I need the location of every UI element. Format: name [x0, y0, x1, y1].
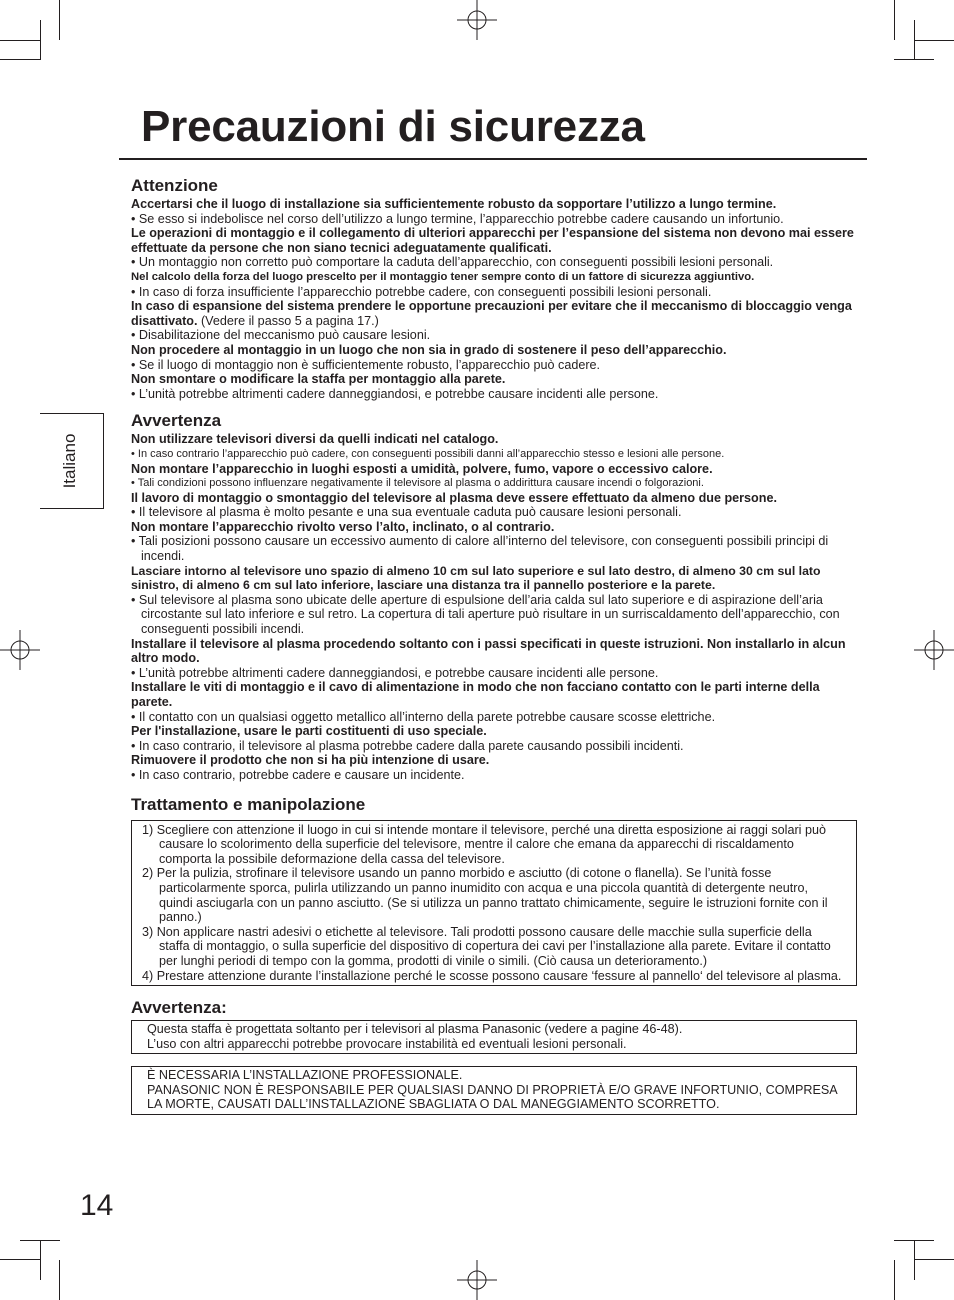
crop-mark — [914, 40, 954, 41]
attenzione-item-6-bullet: • L’unità potrebbe altrimenti cadere danneggiandosi, e potrebbe causare incidenti alle persone. — [131, 386, 659, 401]
avvertenza2-section — [131, 998, 857, 1054]
notice-line-2: PANASONIC NON È RESPONSABILE PER QUALSIASI DANNO DI PROPRIETÀ E/O GRAVE INFORTUNIO, COMPRESA LA MORTE, CAUSATI DALL’INSTALLAZIONE SBAGLIATA O DAL MANEGGIAMENTO SCORRETTO. — [147, 1082, 837, 1112]
attenzione-heading: Attenzione — [131, 176, 218, 195]
crop-mark — [914, 20, 915, 60]
trattamento-section — [131, 795, 857, 987]
attenzione-item-1-bullet: • Se esso si indebolisce nel corso dell’utilizzo a lungo termine, l’apparecchio potrebbe cadere causando un infortunio. — [131, 211, 784, 226]
trattamento-item-2: 2) Per la pulizia, strofinare il televisore usando un panno morbido e asciutto (di cotone o flanella). Se l’unità fosse particolarmente sporca, pulirla utilizzando un panno inumidito con acqua e una piccola quantità di detergente neutro, quindi asciugarla con un panno asciutto. (Se si utilizza un panno trattato chimicamente, seguire le istruzioni fornite con il panno.) — [142, 866, 828, 925]
crop-mark — [59, 1260, 60, 1300]
attenzione-item-1-bold: Accertarsi che il luogo di installazione sia sufficientemente robusto da sopportare l’utilizzo a lungo termine. — [131, 197, 777, 211]
registration-mark-icon — [457, 0, 497, 40]
crop-mark — [0, 40, 40, 41]
trattamento-item-4: 4) Prestare attenzione durante l’installazione perché le scosse possono causare ‘fessure al pannello‘ del televisore al plasma. — [142, 968, 842, 983]
attenzione-item-4-bullet: • Disabilitazione del meccanismo può causare lesioni. — [131, 328, 431, 343]
title-divider — [119, 158, 867, 160]
crop-mark — [894, 0, 895, 40]
attenzione-item-5-bullet: • Se il luogo di montaggio non è sufficientemente robusto, l’apparecchio può cadere. — [131, 357, 601, 372]
crop-mark — [914, 1259, 954, 1260]
notice-line-1: È NECESSARIA L’INSTALLAZIONE PROFESSIONALE. — [147, 1068, 463, 1083]
registration-mark-icon — [457, 1260, 497, 1300]
crop-mark — [914, 1240, 915, 1280]
avvertenza-item-1-bullet: • In caso contrario l’apparecchio può cadere, con conseguenti possibili danni all’apparecchio stesso e lesioni alle persone. — [131, 447, 725, 460]
attenzione-item-4 — [131, 299, 857, 328]
avvertenza-section — [131, 411, 857, 782]
trattamento-heading: Trattamento e manipolazione — [131, 794, 366, 814]
avvertenza-item-6-bullet: • L’unità potrebbe altrimenti cadere danneggiandosi, e potrebbe causare incidenti alle persone. — [131, 665, 659, 680]
avvertenza-item-5-bold: Lasciare intorno al televisore uno spazio di almeno 10 cm sul lato superiore e sul lato destro, di almeno 30 cm sul lato sinistro, di almeno 6 cm sul lato inferiore, lasciare una distanza tra il pannello posteriore e la parete. — [131, 563, 821, 593]
crop-mark — [40, 20, 41, 60]
avvertenza-item-9-bold: Rimuovere il prodotto che non si ha più intenzione di usare. — [131, 753, 490, 768]
page-number: 14 — [80, 1189, 114, 1222]
attenzione-item-4-bold: In caso di espansione del sistema prendere le opportune precauzioni per evitare che il meccanismo di bloccaggio venga disattivato. — [131, 299, 852, 328]
avvertenza-item-3-bold: Il lavoro di montaggio o smontaggio del televisore al plasma deve essere effettuato da almeno due persone. — [131, 490, 777, 505]
crop-mark — [0, 59, 40, 60]
crop-mark — [59, 0, 60, 40]
professional-installation-notice — [131, 1066, 857, 1115]
avvertenza-item-7-bold: Installare le viti di montaggio e il cavo di alimentazione in modo che non facciano contatto con le parti interne della parete. — [131, 680, 820, 709]
trattamento-item-3: 3) Non applicare nastri adesivi o etichette al televisore. Tali prodotti possono causare delle macchie sulla superficie della staffa di montaggio, o sulla superficie del dispositivo di copertura dei cavi per l’installazione alla parete. Evitare il contatto per lunghi periodi di tempo con la gomma, prodotti di vinile o simili. (Ciò causa un deterioramento.) — [142, 924, 831, 968]
crop-mark — [894, 1260, 895, 1300]
attenzione-section — [131, 176, 857, 401]
avvertenza-item-6-bold: Installare il televisore al plasma procedendo soltanto con i passi specificati in queste istruzioni. Non installarlo in alcun altro modo. — [131, 636, 846, 666]
avvertenza-heading: Avvertenza — [131, 411, 222, 431]
crop-mark — [40, 1240, 41, 1280]
avvertenza-item-1-bold: Non utilizzare televisori diversi da quelli indicati nel catalogo. — [131, 432, 499, 447]
attenzione-item-5-bold: Non procedere al montaggio in un luogo che non sia in grado di sostenere il peso dell’apparecchio. — [131, 342, 727, 357]
attenzione-item-4-reference: (Vedere il passo 5 a pagina 17.) — [197, 313, 379, 328]
avvertenza2-line-1: Questa staffa è progettata soltanto per i televisori al plasma Panasonic (vedere a pagine 46-48). — [147, 1022, 683, 1037]
avvertenza-item-8-bold: Per l'installazione, usare le parti costituenti di uso speciale. — [131, 724, 487, 739]
trattamento-item-1: 1) Scegliere con attenzione il luogo in cui si intende montare il televisore, perché una diretta esposizione ai raggi solari può causare lo scolorimento della superficie del televisore, mentre il calore che emana da apparecchi di riscaldamento comporta la possibile deformazione della cassa del televisore. — [142, 822, 826, 866]
crop-mark — [0, 1259, 40, 1260]
registration-mark-icon — [914, 630, 954, 670]
avvertenza-item-2-bold: Non montare l’apparecchio in luoghi esposti a umidità, polvere, fumo, vapore o eccessivo calore. — [131, 461, 713, 476]
avvertenza-item-5-bullet: • Sul televisore al plasma sono ubicate delle aperture di espulsione dell’aria calda sul lato superiore e di aspirazione dell’aria circostante sul lato inferiore e sul retro. La copertura di tali aperture può risultare in un surriscaldamento dell’apparecchio, con conseguenti possibili incendi. — [131, 592, 840, 637]
language-tab-label: Italiano — [60, 433, 79, 489]
avvertenza-item-9-bullet: • In caso contrario, potrebbe cadere e causare un incidente. — [131, 767, 465, 782]
avvertenza-item-2-bullet: • Tali condizioni possono influenzare negativamente il televisore al plasma o addirittura causare incendi o folgorazioni. — [131, 477, 704, 490]
attenzione-item-3-bold: Nel calcolo della forza del luogo prescelto per il montaggio tener sempre conto di un fattore di sicurezza aggiuntivo. — [131, 270, 755, 283]
attenzione-item-2-bold: Le operazioni di montaggio e il collegamento di ulteriori apparecchi per l’espansione del sistema non devono mai essere effettuate da persone che non siano tecnici adeguatamente qualificati. — [131, 226, 854, 255]
avvertenza2-heading: Avvertenza: — [131, 998, 227, 1018]
attenzione-item-2-bullet: • Un montaggio non corretto può comportare la caduta dell’apparecchio, con conseguenti possibili lesioni personali. — [131, 255, 774, 270]
avvertenza2-box — [131, 1020, 857, 1054]
registration-mark-icon — [0, 630, 40, 670]
avvertenza-item-4-bold: Non montare l’apparecchio rivolto verso l’alto, inclinato, o al contrario. — [131, 519, 555, 534]
avvertenza2-line-2: L’uso con altri apparecchi potrebbe provocare instabilità ed eventuali lesioni personali. — [147, 1036, 627, 1051]
trattamento-box — [131, 820, 857, 987]
page-title: Precauzioni di sicurezza — [141, 102, 645, 151]
attenzione-item-6-bold: Non smontare o modificare la staffa per montaggio alla parete. — [131, 372, 506, 387]
avvertenza-item-7-bullet: • Il contatto con un qualsiasi oggetto metallico all’interno della parete potrebbe causare scosse elettriche. — [131, 709, 716, 724]
main-content — [131, 176, 857, 1115]
avvertenza-item-8-bullet: • In caso contrario, il televisore al plasma potrebbe cadere dalla parete causando possibili incidenti. — [131, 738, 684, 753]
attenzione-item-3-bullet: • In caso di forza insufficiente l’apparecchio potrebbe cadere, con conseguenti possibili lesioni personali. — [131, 284, 712, 299]
avvertenza-item-4-bullet: • Tali posizioni possono causare un eccessivo aumento di calore all’interno del televisore, con conseguenti possibili principi di incendi. — [131, 534, 829, 564]
avvertenza-item-3-bullet: • Il televisore al plasma è molto pesante e una sua eventuale caduta può causare lesioni personali. — [131, 505, 682, 520]
